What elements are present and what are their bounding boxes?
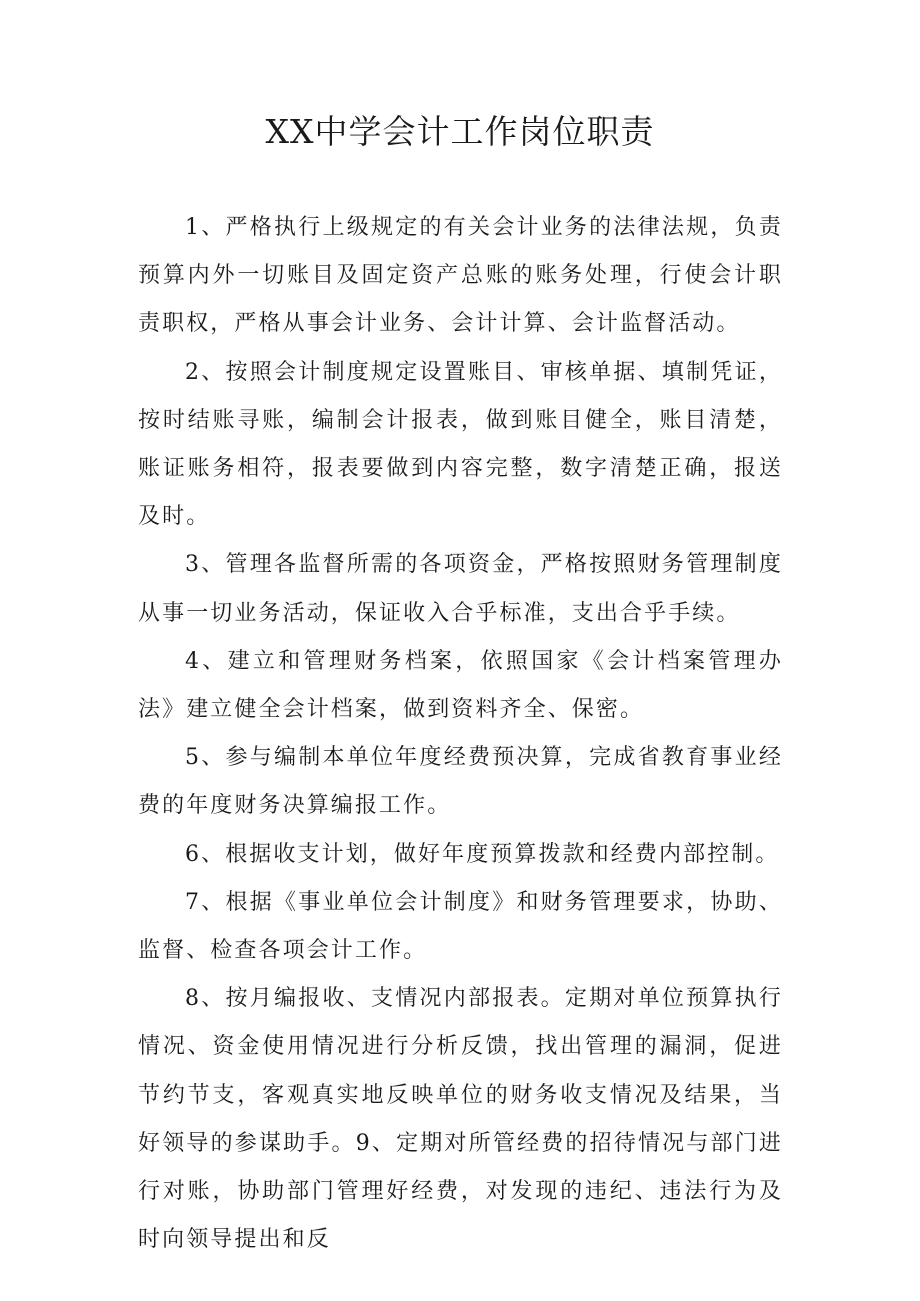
paragraph-5: 5、参与编制本单位年度经费预决算，完成省教育事业经费的年度财务决算编报工作。 bbox=[138, 745, 783, 819]
document-body bbox=[138, 204, 783, 1264]
paragraph-7: 7、根据《事业单位会计制度》和财务管理要求，协助、监督、检查各项会计工作。 bbox=[138, 889, 783, 964]
document-title: XX中学会计工作岗位职责 bbox=[265, 112, 655, 151]
paragraph-6: 6、根据收支计划，做好年度预算拨款和经费内部控制。 bbox=[185, 841, 780, 867]
paragraph-2: 2、按照会计制度规定设置账目、审核单据、填制凭证，按时结账寻账，编制会计报表，做到账目健全，账目清楚，账证账务相符，报表要做到内容完整，数字清楚正确，报送及时。 bbox=[138, 359, 783, 530]
paragraph-3: 3、管理各监督所需的各项资金，严格按照财务管理制度从事一切业务活动，保证收入合乎标准，支出合乎手续。 bbox=[138, 552, 783, 626]
paragraph-1: 1、严格执行上级规定的有关会计业务的法律法规，负责预算内外一切账目及固定资产总账的账务处理，行使会计职责职权，严格从事会计业务、会计计算、会计监督活动。 bbox=[138, 215, 783, 337]
paragraph-4: 4、建立和管理财务档案，依照国家《会计档案管理办法》建立健全会计档案，做到资料齐全、保密。 bbox=[138, 648, 783, 723]
paragraph-8: 8、按月编报收、支情况内部报表。定期对单位预算执行情况、资金使用情况进行分析反馈，找出管理的漏洞，促进节约节支，客观真实地反映单位的财务收支情况及结果，当好领导的参谋助手。9、定期对所管经费的招待情况与部门进行对账，协助部门管理好经费，对发现的违纪、违法行为及时向领导提出和反 bbox=[138, 986, 783, 1253]
